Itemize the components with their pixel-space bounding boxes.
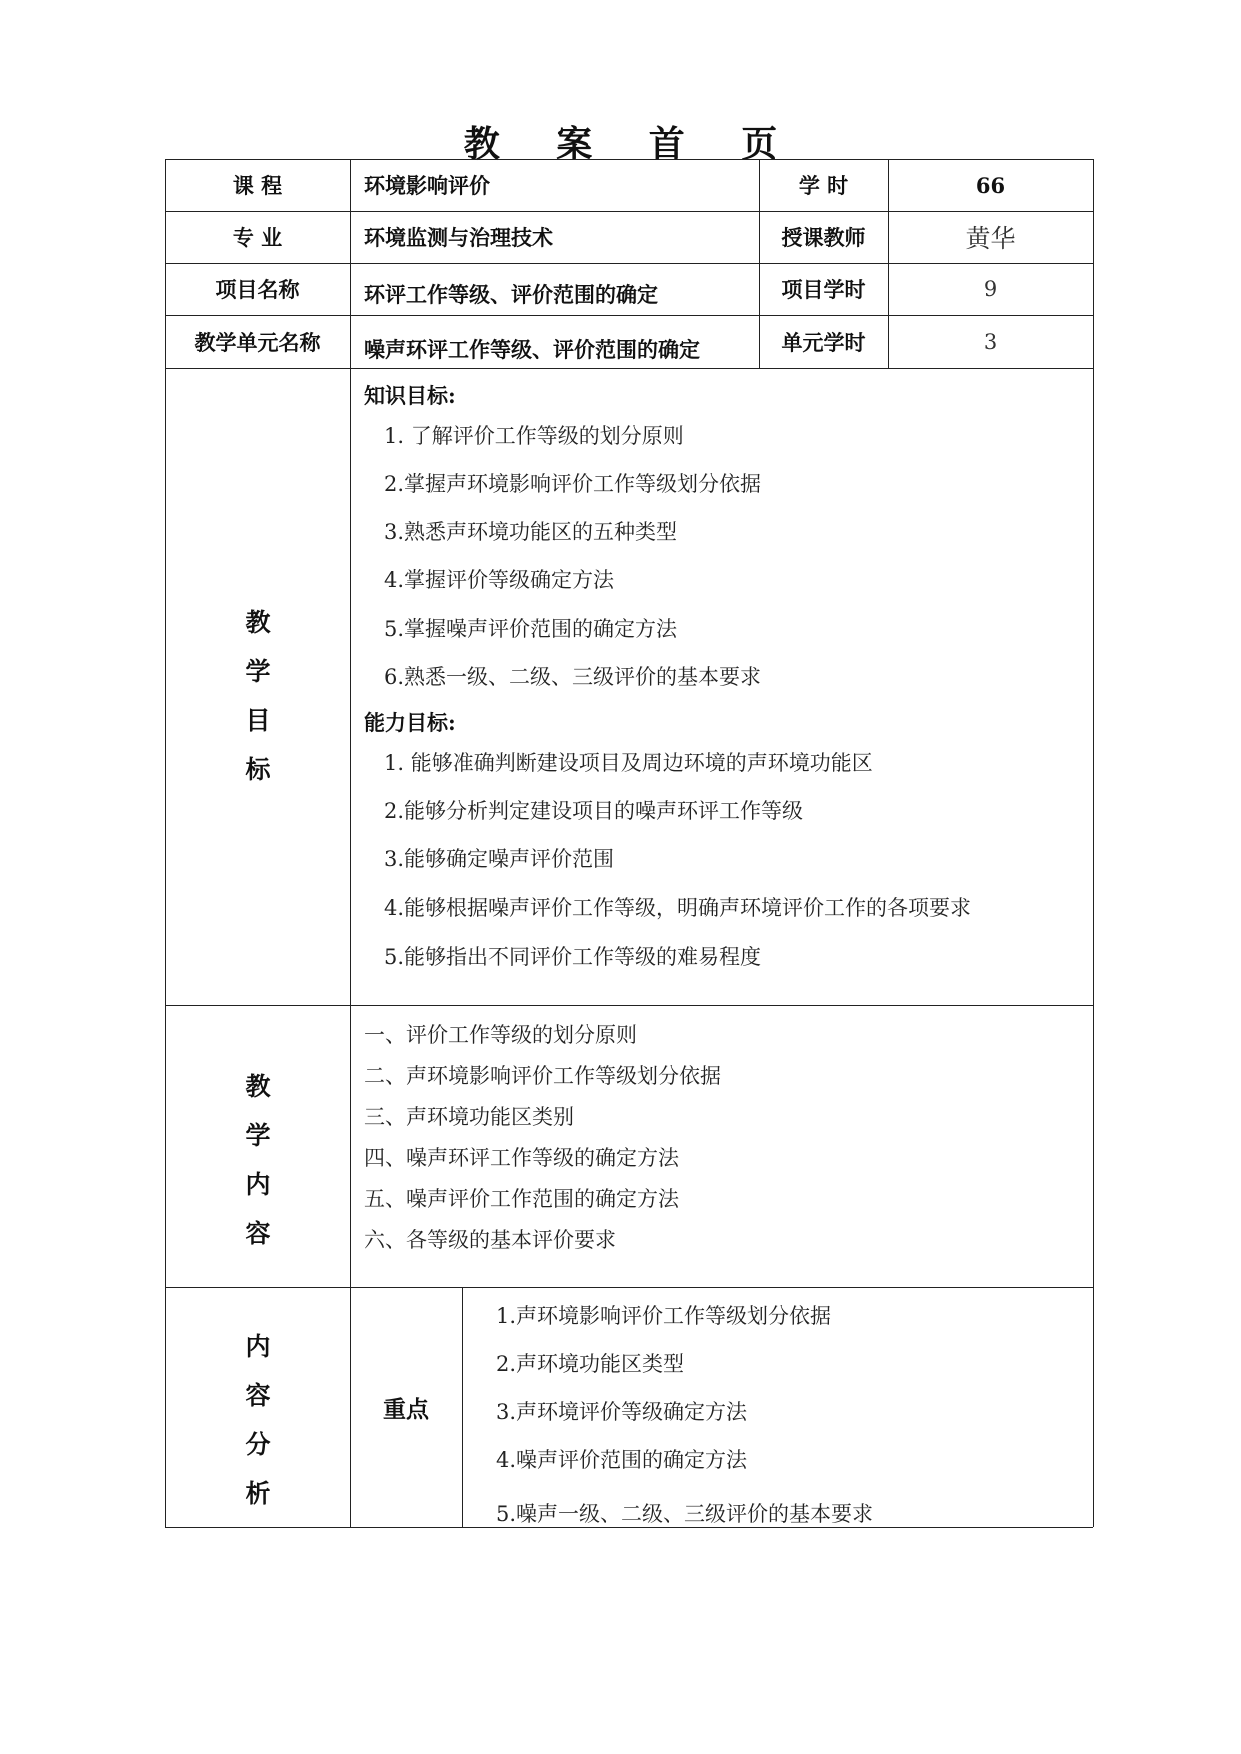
content-item: 三、声环境功能区类别	[364, 1105, 574, 1129]
content-side-label: 教 学 内 容	[245, 1072, 271, 1248]
key-point-item: 3.声环境评价等级确定方法	[496, 1400, 748, 1424]
project-name-label: 项目名称	[215, 277, 300, 302]
ability-item: 1. 能够准确判断建设项目及周边环境的声环境功能区	[384, 751, 873, 775]
content-item: 四、噪声环评工作等级的确定方法	[364, 1146, 679, 1170]
project-hours-label: 项目学时	[781, 277, 866, 302]
course-label: 课 程	[232, 173, 283, 198]
key-point-item: 4.噪声评价范围的确定方法	[496, 1448, 748, 1472]
course-value: 环境影响评价	[364, 173, 490, 198]
major-value: 环境监测与治理技术	[364, 225, 553, 250]
unit-hours-label: 单元学时	[781, 329, 866, 355]
knowledge-item: 3.熟悉声环境功能区的五种类型	[384, 520, 678, 544]
project-name-value: 环评工作等级、评价范围的确定	[364, 282, 658, 307]
teacher-value: 黄华	[965, 224, 1016, 253]
analysis-side-label: 内 容 分 析	[245, 1332, 271, 1508]
objectives-side-label: 教 学 目 标	[245, 608, 271, 784]
knowledge-item: 5.掌握噪声评价范围的确定方法	[384, 617, 678, 641]
ability-item: 4.能够根据噪声评价工作等级，明确声环境评价工作的各项要求	[384, 896, 972, 920]
ability-item: 3.能够确定噪声评价范围	[384, 847, 615, 871]
content-item: 五、噪声评价工作范围的确定方法	[364, 1187, 679, 1211]
content-item: 二、声环境影响评价工作等级划分依据	[364, 1064, 721, 1088]
key-point-item: 1.声环境影响评价工作等级划分依据	[496, 1304, 832, 1328]
key-point-item: 2.声环境功能区类型	[496, 1352, 685, 1376]
knowledge-item: 4.掌握评价等级确定方法	[384, 568, 615, 592]
unit-hours-value: 3	[983, 329, 998, 354]
knowledge-item: 2.掌握声环境影响评价工作等级划分依据	[384, 472, 762, 496]
ability-item: 5.能够指出不同评价工作等级的难易程度	[384, 945, 762, 969]
knowledge-heading: 知识目标:	[364, 383, 456, 408]
unit-name-label: 教学单元名称	[194, 329, 321, 355]
content-item: 六、各等级的基本评价要求	[364, 1228, 616, 1252]
hours-value: 66	[975, 172, 1006, 198]
key-points-label: 重点	[383, 1395, 429, 1423]
content-item: 一、评价工作等级的划分原则	[364, 1023, 637, 1047]
page-title: 教 案 首 页	[463, 123, 800, 165]
unit-name-value: 噪声环评工作等级、评价范围的确定	[364, 336, 700, 362]
key-point-item: 5.噪声一级、二级、三级评价的基本要求	[496, 1502, 874, 1526]
ability-item: 2.能够分析判定建设项目的噪声环评工作等级	[384, 799, 804, 823]
knowledge-item: 1. 了解评价工作等级的划分原则	[384, 424, 684, 448]
ability-heading: 能力目标:	[364, 710, 456, 735]
project-hours-value: 9	[983, 277, 998, 301]
hours-label: 学 时	[798, 173, 849, 198]
knowledge-item: 6.熟悉一级、二级、三级评价的基本要求	[384, 665, 762, 689]
teacher-label: 授课教师	[781, 225, 866, 250]
major-label: 专 业	[232, 225, 283, 250]
